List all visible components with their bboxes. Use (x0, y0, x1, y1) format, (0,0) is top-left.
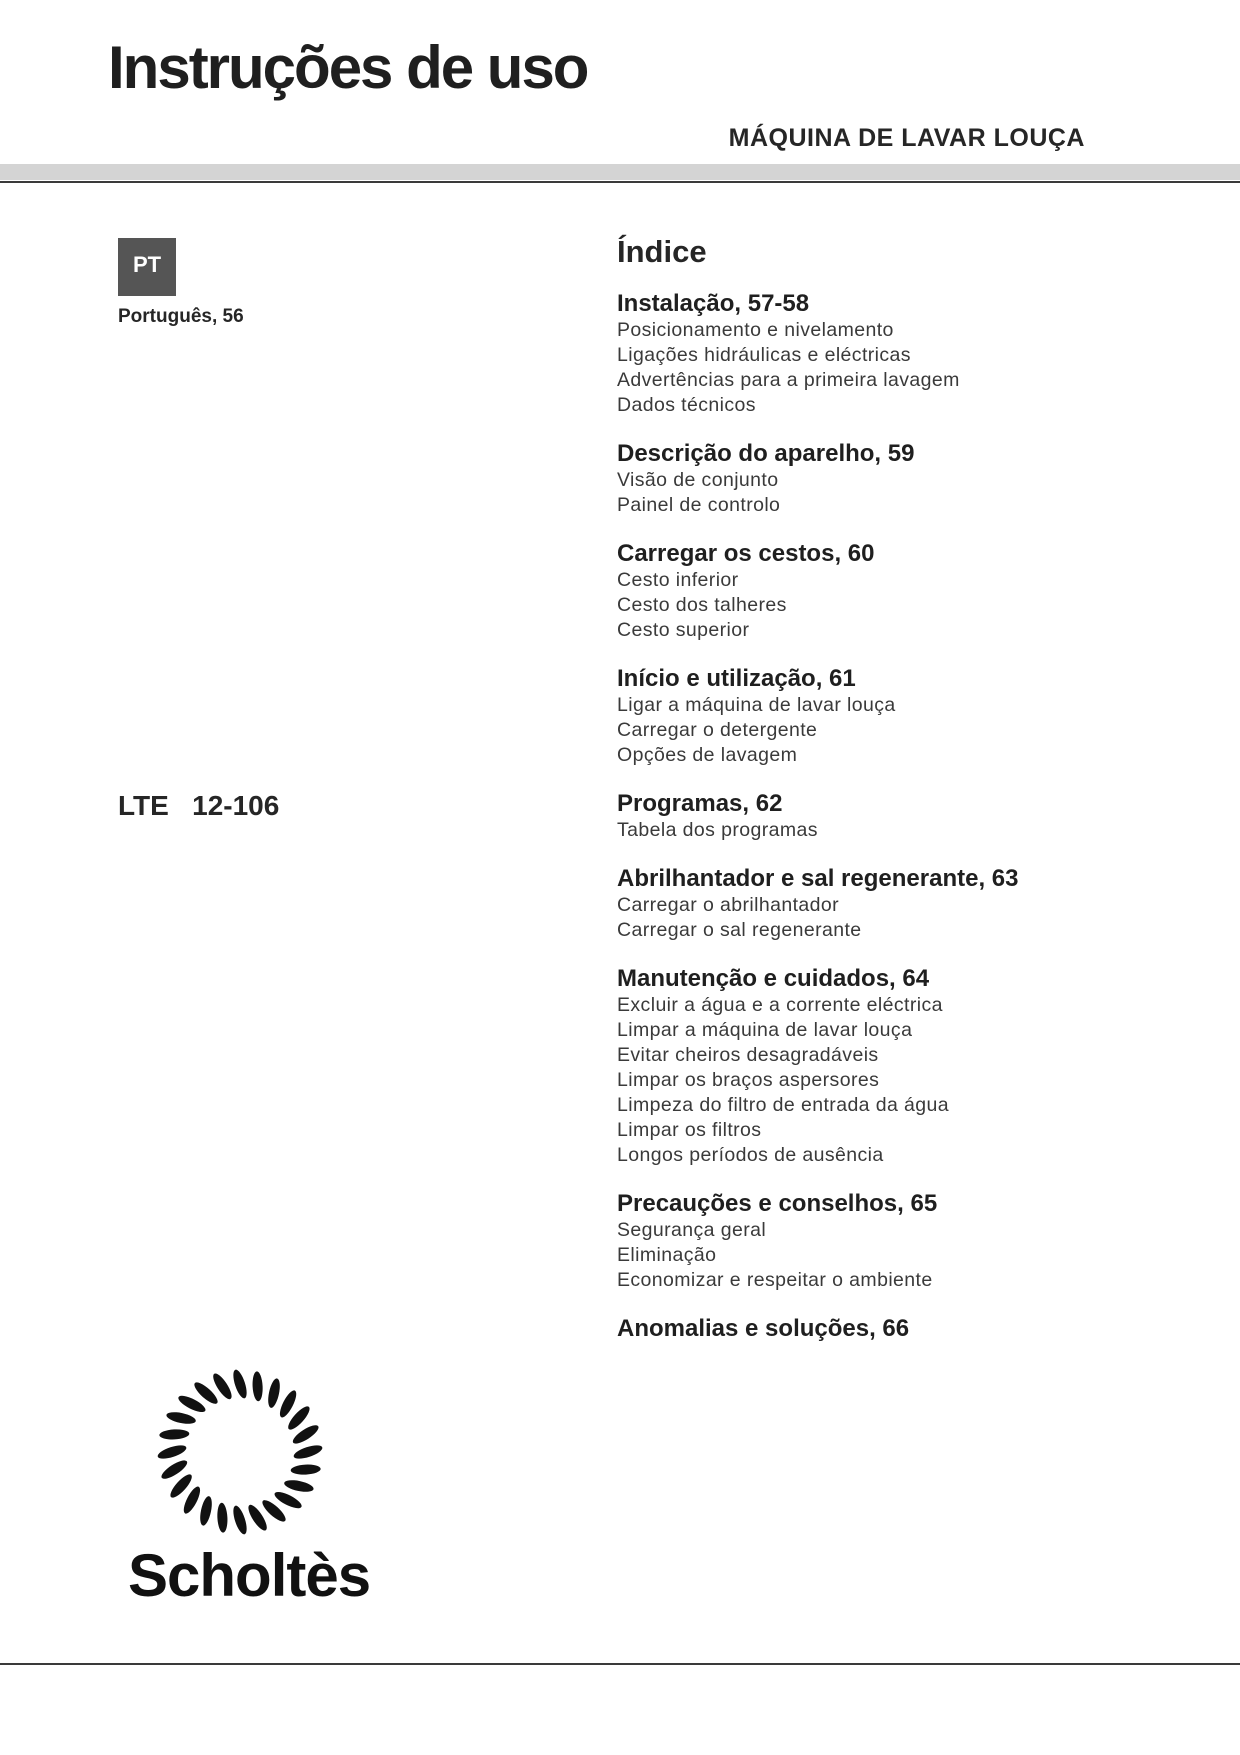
toc-section-heading: Programas, 62 (617, 790, 783, 817)
logo-ray (252, 1371, 264, 1401)
logo-ray (231, 1504, 250, 1536)
toc-item: Excluir a água e a corrente eléctrica (617, 994, 943, 1016)
toc-item: Eliminação (617, 1244, 717, 1266)
logo-ray (283, 1478, 314, 1494)
toc-section (617, 540, 1177, 643)
toc-item: Carregar o detergente (617, 719, 818, 741)
logo-ray (290, 1464, 320, 1476)
toc-section-heading: Descrição do aparelho, 59 (617, 440, 915, 467)
toc-item: Posicionamento e nivelamento (617, 319, 894, 341)
model-number: LTE 12-106 (118, 790, 280, 821)
toc-item: Economizar e respeitar o ambiente (617, 1269, 933, 1291)
toc-item: Painel de controlo (617, 494, 781, 516)
toc-item: Advertências para a primeira lavagem (617, 369, 960, 391)
toc-item: Evitar cheiros desagradáveis (617, 1044, 879, 1066)
language-label: Português, 56 (118, 306, 244, 327)
toc-section-heading: Início e utilização, 61 (617, 665, 856, 692)
sun-burst-icon (150, 1362, 330, 1542)
logo-ray (231, 1368, 250, 1400)
toc-item: Limpar os filtros (617, 1119, 762, 1141)
toc-section (617, 865, 1177, 943)
header-band (0, 164, 1240, 180)
toc-section-heading: Anomalias e soluções, 66 (617, 1315, 910, 1342)
logo-ray (159, 1429, 189, 1441)
footer-divider (0, 1663, 1240, 1665)
toc-section (617, 790, 1177, 843)
logo-ray (217, 1502, 229, 1532)
toc-item: Carregar o sal regenerante (617, 919, 862, 941)
logo-ray (156, 1443, 188, 1462)
toc-item: Cesto inferior (617, 569, 739, 591)
toc-section (617, 1190, 1177, 1293)
toc-item: Ligar a máquina de lavar louça (617, 694, 896, 716)
logo-ray (165, 1410, 196, 1426)
logo-ray (292, 1443, 324, 1462)
toc-section-heading: Instalação, 57-58 (617, 290, 810, 317)
toc-item: Opções de lavagem (617, 744, 798, 766)
toc-item: Carregar o abrilhantador (617, 894, 840, 916)
toc-section-heading: Precauções e conselhos, 65 (617, 1190, 938, 1217)
page-title: Instruções de uso (108, 34, 588, 101)
toc-title: Índice (617, 234, 707, 269)
toc-item: Visão de conjunto (617, 469, 779, 491)
toc-item: Longos períodos de ausência (617, 1144, 884, 1166)
language-badge: PT (118, 238, 176, 296)
toc-item: Limpeza do filtro de entrada da água (617, 1094, 950, 1116)
toc-section-heading: Manutenção e cuidados, 64 (617, 965, 930, 992)
toc-section (617, 665, 1177, 768)
logo-ray (266, 1377, 282, 1408)
toc-item: Limpar a máquina de lavar louça (617, 1019, 913, 1041)
header-divider (0, 181, 1240, 183)
toc-section (617, 290, 1177, 418)
toc-item: Cesto superior (617, 619, 750, 641)
toc-section (617, 965, 1177, 1168)
brand-name: Scholtès (128, 1542, 371, 1609)
toc-sections (617, 290, 1177, 1343)
toc-item: Cesto dos talheres (617, 594, 787, 616)
toc-section-heading: Carregar os cestos, 60 (617, 540, 875, 567)
toc-section (617, 1315, 1177, 1343)
document-subtitle: MÁQUINA DE LAVAR LOUÇA (728, 124, 1085, 152)
toc-item: Segurança geral (617, 1219, 767, 1241)
toc-item: Dados técnicos (617, 394, 756, 416)
toc-section-heading: Abrilhantador e sal regenerante, 63 (617, 865, 1019, 892)
toc-item: Limpar os braços aspersores (617, 1069, 880, 1091)
table-of-contents (617, 234, 1177, 1365)
toc-item: Tabela dos programas (617, 819, 818, 841)
toc-section (617, 440, 1177, 518)
toc-item: Ligações hidráulicas e eléctricas (617, 344, 911, 366)
logo-ray (198, 1495, 214, 1526)
